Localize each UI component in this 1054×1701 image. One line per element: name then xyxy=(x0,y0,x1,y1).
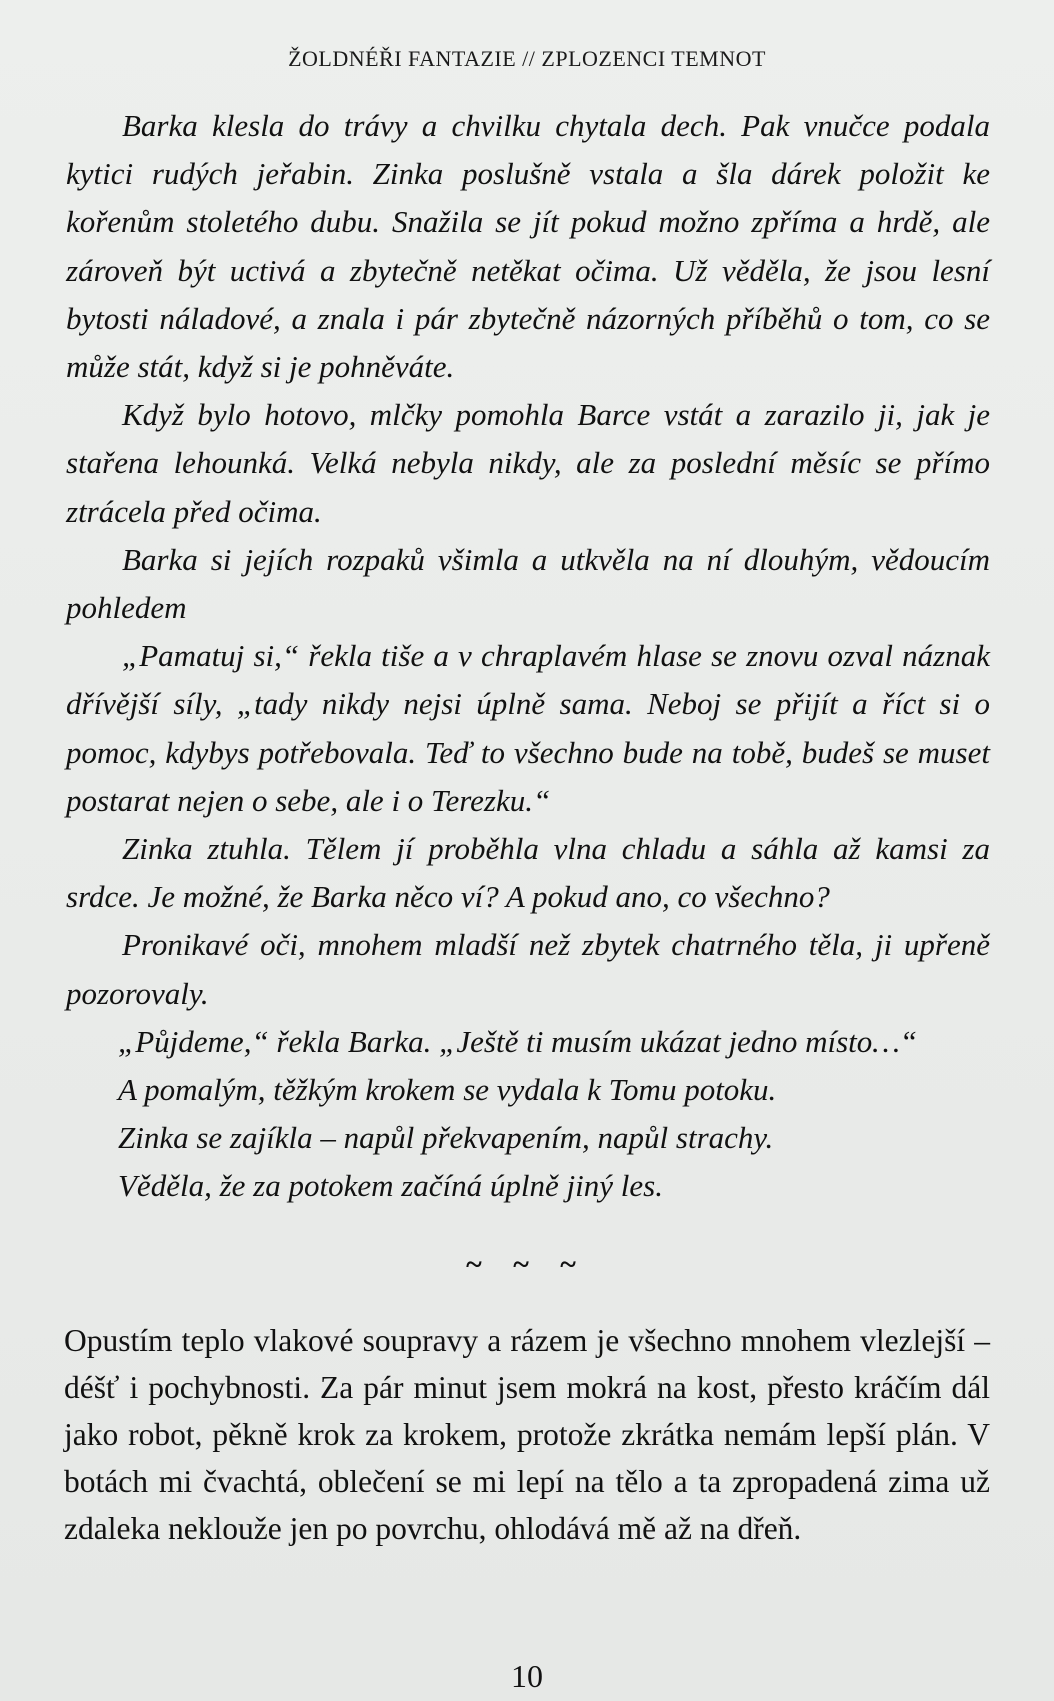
italic-text-block xyxy=(66,102,990,1211)
closing-line-1: „Půjdeme,“ řekla Barka. „Ještě ti musím ukázat jedno místo…“ xyxy=(118,1023,918,1059)
paragraph-1: Barka klesla do trávy a chvilku chytala dech. Pak vnučce podala kytici rudých jeřabin. Zinka poslušně vstala a šla dárek položit ke kořenům stoletého dubu. Snažila se jít pokud možno zpříma a hrdě, ale zároveň být uctivá a zbytečně netěkat očima. Už věděla, že jsou lesní bytosti náladové, a znala i pár zbytečně názorných příběhů o tom, co se může stát, když si je pohněváte. xyxy=(66,108,990,385)
paragraph-2: Když bylo hotovo, mlčky pomohla Barce vstát a zarazilo ji, jak je stařena lehounká. Velká nebyla nikdy, ale za poslední měsíc se přímo ztrácela před očima. xyxy=(66,397,990,529)
closing-line-3: Zinka se zajíkla – napůl překvapením, napůl strachy. xyxy=(118,1120,774,1156)
paragraph-3: Barka si jejích rozpaků všimla a utkvěla na ní dlouhým, vědoucím pohledem xyxy=(66,541,990,626)
closing-line-2: A pomalým, těžkým krokem se vydala k Tomu potoku. xyxy=(118,1072,777,1108)
section-separator: ~ ~ ~ xyxy=(466,1248,588,1281)
paragraph-5: Zinka ztuhla. Tělem jí proběhla vlna chladu a sáhla až kamsi za srdce. Je možné, že Barka něco ví? A pokud ano, co všechno? xyxy=(66,831,990,915)
page-number: 10 xyxy=(511,1658,543,1694)
closing-line-4: Věděla, že za potokem začíná úplně jiný les. xyxy=(118,1168,663,1204)
running-header: ŽOLDNÉŘI FANTAZIE // ZPLOZENCI TEMNOT xyxy=(288,46,766,71)
paragraph-6: Pronikavé oči, mnohem mladší než zbytek chatrného těla, ji upřeně pozorovaly. xyxy=(66,927,990,1011)
roman-paragraph: Opustím teplo vlakové soupravy a rázem je všechno mnohem vlezlejší – déšť i pochybnosti. Za pár minut jsem mokrá na kost, přesto kráčím dál jako robot, pěkně krok za krokem, protože zkrátka nemám lepší plán. V botách mi čvachtá, oblečení se mi lepí na tělo a ta zpropadená zima už zdaleka neklouže jen po povrchu, ohlodává mě až na dřeň. xyxy=(64,1323,990,1546)
paragraph-4: „Pamatuj si,“ řekla tiše a v chraplavém hlase se znovu ozval náznak dřívější síly, „tady nikdy nejsi úplně sama. Neboj se přijít a říct si o pomoc, kdybys potřebovala. Teď to všechno bude na tobě, budeš se muset postarat nejen o sebe, ale i o Terezku.“ xyxy=(66,638,990,818)
